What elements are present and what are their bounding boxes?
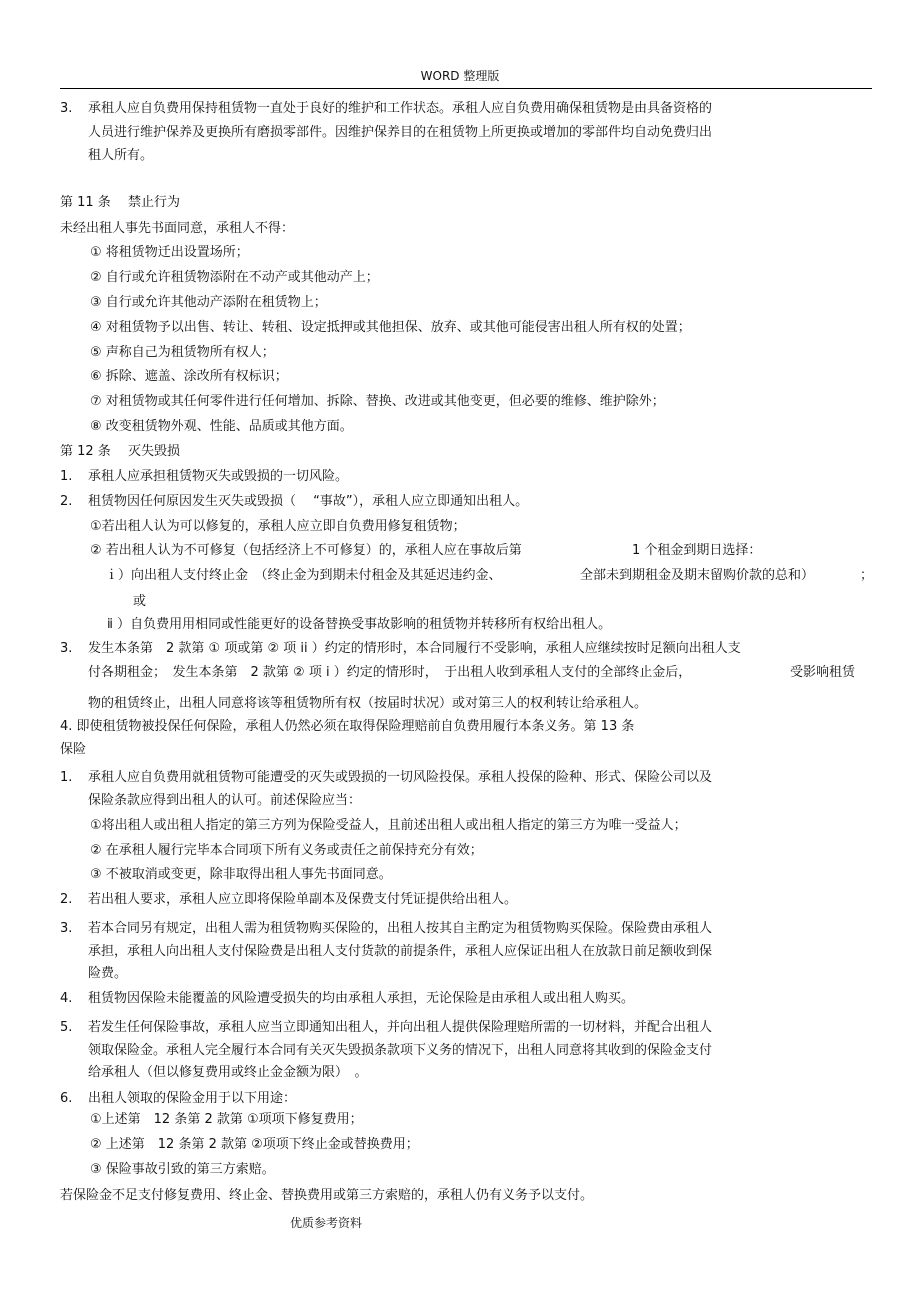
text-line: 1. (60, 469, 73, 484)
text-line: 4. 即使租赁物被投保任何保险，承租人仍然必须在取得保险理赔前自负费用履行本条义务。第 13 条 (60, 719, 635, 734)
text-line: 物的租赁终止，出租人同意将该等租赁物所有权（按届时状况）或对第三人的权利转让给承租人。 (88, 696, 648, 711)
header-rule (60, 88, 872, 89)
text-line: ② 若出租人认为不可修复（包括经济上不可修复）的，承租人应在事故后第 (90, 543, 522, 558)
text-line: 受影响租赁 (790, 665, 856, 680)
text-line: 5. (60, 1020, 73, 1035)
text-line: 承租人应承担租赁物灭失或毁损的一切风险。 (88, 469, 349, 484)
text-line: 3. (60, 641, 73, 656)
text-line: ④ 对租赁物予以出售、转让、转租、设定抵押或其他担保、放弃、或其他可能侵害出租人所有权的处置； (90, 320, 691, 335)
text-line: 租人所有。 (88, 148, 154, 163)
text-line: ③ 保险事故引致的第三方索赔。 (90, 1162, 275, 1177)
text-line: ② 自行或允许租赁物添附在不动产或其他动产上； (90, 270, 379, 285)
text-line: 1. (60, 770, 73, 785)
text-line: 6. (60, 1091, 73, 1106)
text-line: 2. (60, 892, 73, 907)
page-header: WORD 整理版 (420, 69, 500, 83)
text-line: 3. (60, 101, 73, 116)
text-line: ③ 不被取消或变更，除非取得出租人事先书面同意。 (90, 867, 392, 882)
text-line: 2. (60, 494, 73, 509)
text-line: 付各期租金； 发生本条第 2 款第 ② 项 i ）约定的情形时， 于出租人收到承租人支付的全部终止金后， (88, 665, 692, 680)
text-line: 出租人领取的保险金用于以下用途： (88, 1091, 297, 1106)
text-line: ① 将租赁物迁出设置场所； (90, 245, 249, 260)
text-line: ①上述第 12 条第 2 款第 ①项项下修复费用； (90, 1112, 363, 1127)
text-line: ； (860, 568, 874, 583)
text-line: ⑤ 声称自己为租赁物所有权人； (90, 345, 275, 360)
text-line: ①若出租人认为可以修复的，承租人应立即自负费用修复租赁物； (90, 519, 466, 534)
text-line: 第 12 条 灭失毁损 (60, 444, 180, 459)
text-line: 给承租人（但以修复费用或终止金金额为限） 。 (88, 1065, 368, 1080)
text-line: 若发生任何保险事故，承租人应当立即通知出租人，并向出租人提供保险理赔所需的一切材料，并配合出租人 (88, 1020, 713, 1035)
text-line: ③ 自行或允许其他动产添附在租赁物上； (90, 295, 327, 310)
text-line: 4. (60, 991, 73, 1006)
text-line: 租赁物因保险未能覆盖的风险遭受损失的均由承租人承担，无论保险是由承租人或出租人购买。 (88, 991, 635, 1006)
text-line: 1 个租金到期日选择： (632, 543, 762, 558)
text-line: 承租人应自负费用就租赁物可能遭受的灭失或毁损的一切风险投保。承租人投保的险种、形式、保险公司以及 (88, 770, 713, 785)
text-line: 承租人应自负费用保持租赁物一直处于良好的维护和工作状态。承租人应自负费用确保租赁物是由具备资格的 (88, 101, 713, 116)
text-line: 若本合同另有规定，出租人需为租赁物购买保险的，出租人按其自主酌定为租赁物购买保险。保险费由承租人 (88, 921, 713, 936)
text-line: 险费。 (88, 966, 128, 981)
text-line: ①将出租人或出租人指定的第三方列为保险受益人，且前述出租人或出租人指定的第三方为唯一受益人； (90, 818, 687, 833)
text-line: 保险条款应得到出租人的认可。前述保险应当： (88, 793, 362, 808)
text-line: 3. (60, 921, 73, 936)
text-line: 或 (133, 594, 147, 609)
text-line: ⅱ ）自负费用用相同或性能更好的设备替换受事故影响的租赁物并转移所有权给出租人。 (107, 617, 612, 632)
text-line: 未经出租人事先书面同意，承租人不得： (60, 221, 295, 236)
text-line: 人员进行维护保养及更换所有磨损零部件。因维护保养目的在租赁物上所更换或增加的零部件均自动免费归出 (88, 125, 713, 140)
text-line: 全部未到期租金及期末留购价款的总和） (580, 568, 815, 583)
text-line: 第 11 条 禁止行为 (60, 195, 180, 210)
text-line: ⑥ 拆除、遮盖、涂改所有权标识； (90, 369, 288, 384)
text-line: ② 在承租人履行完毕本合同项下所有义务或责任之前保持充分有效； (90, 843, 483, 858)
text-line: ⑦ 对租赁物或其任何零件进行任何增加、拆除、替换、改进或其他变更，但必要的维修、维护除外； (90, 394, 665, 409)
page-footer: 优质参考资料 (290, 1216, 363, 1230)
text-line: 租赁物因任何原因发生灭失或毁损（ “事故”），承租人应立即通知出租人。 (88, 494, 529, 509)
text-line: 发生本条第 2 款第 ① 项或第 ② 项 ii ）约定的情形时，本合同履行不受影响，承租人应继续按时足额向出租人支 (88, 641, 741, 656)
text-line: 保险 (60, 742, 87, 757)
text-line: 若保险金不足支付修复费用、终止金、替换费用或第三方索赔的，承租人仍有义务予以支付。 (60, 1188, 594, 1203)
text-line: 领取保险金。承租人完全履行本合同有关灭失毁损条款项下义务的情况下，出租人同意将其收到的保险金支付 (88, 1043, 713, 1058)
text-line: 若出租人要求，承租人应立即将保险单副本及保费支付凭证提供给出租人。 (88, 892, 518, 907)
text-line: 承担，承租人向出租人支付保险费是出租人支付货款的前提条件，承租人应保证出租人在放款日前足额收到保 (88, 944, 713, 959)
text-line: ｉ）向出租人支付终止金 （终止金为到期未付租金及其延迟违约金、 (105, 568, 502, 583)
text-line: ② 上述第 12 条第 2 款第 ②项项下终止金或替换费用； (90, 1137, 419, 1152)
text-line: ⑧ 改变租赁物外观、性能、品质或其他方面。 (90, 419, 353, 434)
